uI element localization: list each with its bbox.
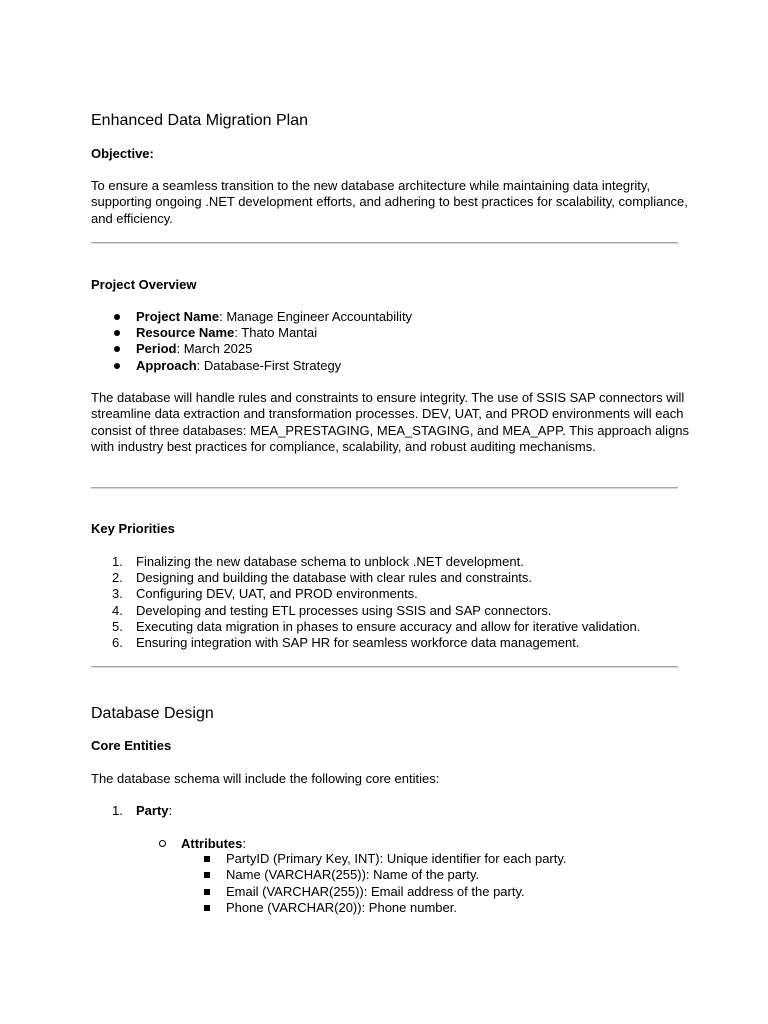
square-bullet-icon xyxy=(204,905,210,911)
priority-text: Configuring DEV, UAT, and PROD environments. xyxy=(136,586,418,601)
square-bullet-icon xyxy=(204,856,210,862)
list-number: 5. xyxy=(112,619,123,634)
attribute-text: Phone (VARCHAR(20)): Phone number. xyxy=(226,900,457,915)
document-title: Enhanced Data Migration Plan xyxy=(91,112,309,129)
overview-item-label: Approach xyxy=(136,358,197,373)
priority-text: Executing data migration in phases to ensure accuracy and allow for iterative validation. xyxy=(136,619,641,634)
bullet-dot-icon xyxy=(114,363,120,369)
bullet-dot-icon xyxy=(114,314,120,320)
list-number: 4. xyxy=(112,603,123,618)
priority-text: Finalizing the new database schema to unblock .NET development. xyxy=(136,554,524,569)
horizontal-rule xyxy=(91,242,678,244)
core-entities-intro: The database schema will include the following core entities: xyxy=(91,771,440,786)
overview-item-label: Period xyxy=(136,341,177,356)
overview-item-value: : Thato Mantai xyxy=(234,325,318,340)
attributes-label: Attributes xyxy=(181,836,243,851)
database-design-heading: Database Design xyxy=(91,705,214,722)
objective-text: To ensure a seamless transition to the new database architecture while maintaining data integrity, supporting ongoing .NET development efforts, and adhering to best practices for scalability, compliance, and efficiency. xyxy=(91,178,688,226)
priority-text: Ensuring integration with SAP HR for seamless workforce data management. xyxy=(136,635,580,650)
attribute-text: Email (VARCHAR(255)): Email address of the party. xyxy=(226,884,525,899)
square-bullet-icon xyxy=(204,889,210,895)
project-overview-heading: Project Overview xyxy=(91,277,197,292)
priority-text: Designing and building the database with clear rules and constraints. xyxy=(136,570,533,585)
horizontal-rule xyxy=(91,487,678,489)
key-priorities-heading: Key Priorities xyxy=(91,521,175,536)
list-number: 2. xyxy=(112,570,123,585)
overview-item-label: Project Name xyxy=(136,309,220,324)
overview-paragraph: The database will handle rules and constraints to ensure integrity. The use of SSIS SAP connectors will streamline data extraction and transformation processes. DEV, UAT, and PROD environments will each consist of three databases: MEA_PRESTAGING, MEA_STAGING, and MEA_APP. This approach aligns with industry best practices for compliance, scalability, and robust auditing mechanisms. xyxy=(91,390,690,455)
bullet-dot-icon xyxy=(114,330,120,336)
entity-name: Party xyxy=(136,803,169,818)
overview-item-label: Resource Name xyxy=(136,325,235,340)
circle-bullet-icon xyxy=(159,840,166,847)
overview-item-value: : Manage Engineer Accountability xyxy=(219,309,413,324)
core-entities-heading: Core Entities xyxy=(91,738,172,753)
priority-text: Developing and testing ETL processes using SSIS and SAP connectors. xyxy=(136,603,552,618)
objective-heading: Objective: xyxy=(91,146,154,161)
bullet-dot-icon xyxy=(114,346,120,352)
list-number: 6. xyxy=(112,635,123,650)
attributes-label-suffix: : xyxy=(242,836,247,851)
square-bullet-icon xyxy=(204,872,210,878)
attribute-text: PartyID (Primary Key, INT): Unique identifier for each party. xyxy=(226,851,567,866)
horizontal-rule xyxy=(91,666,678,668)
entity-name-suffix: : xyxy=(168,803,173,818)
overview-item-value: : March 2025 xyxy=(176,341,253,356)
attribute-text: Name (VARCHAR(255)): Name of the party. xyxy=(226,867,480,882)
list-number: 1. xyxy=(112,803,123,818)
list-number: 3. xyxy=(112,586,123,601)
list-number: 1. xyxy=(112,554,123,569)
overview-item-value: : Database-First Strategy xyxy=(196,358,342,373)
